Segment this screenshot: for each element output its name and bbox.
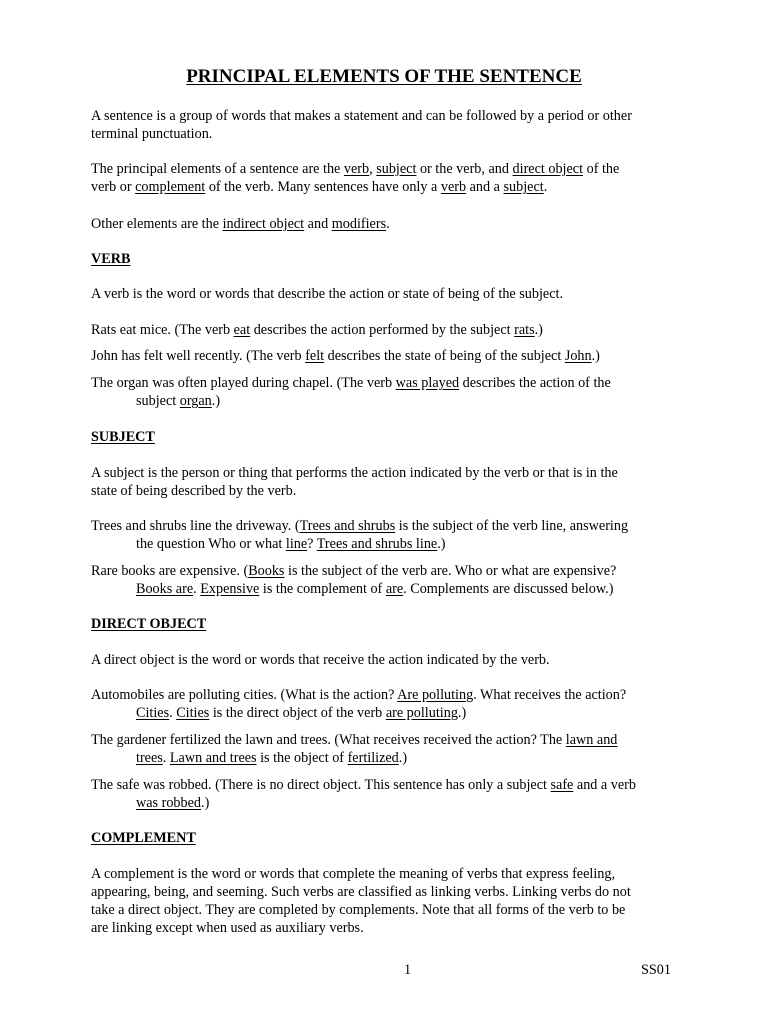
text-run: .) bbox=[398, 750, 408, 766]
text-line bbox=[91, 160, 691, 178]
text-run: appearing, being, and seeming. Such verbs are classified as linking verbs. Linking verbs do not bbox=[91, 884, 631, 900]
text-line bbox=[91, 794, 691, 812]
text-run: and a bbox=[466, 179, 504, 195]
paragraph bbox=[91, 215, 691, 233]
underlined-term: Books bbox=[248, 563, 285, 579]
paragraph bbox=[91, 865, 691, 937]
underlined-term: was played bbox=[395, 375, 460, 391]
underlined-term: verb bbox=[343, 161, 370, 177]
underlined-term: complement bbox=[135, 179, 206, 195]
text-run: Automobiles are polluting cities. (What is the action? bbox=[91, 687, 398, 703]
underlined-term: are bbox=[385, 581, 404, 597]
text-line bbox=[91, 178, 691, 196]
underlined-term: are polluting bbox=[385, 705, 458, 721]
text-run: is the complement of bbox=[259, 581, 386, 597]
text-run: A subject is the person or thing that performs the action indicated by the verb or that is in the bbox=[91, 465, 618, 481]
underlined-term: Books are bbox=[136, 581, 194, 597]
text-run: .) bbox=[457, 705, 467, 721]
text-run: .) bbox=[534, 322, 543, 338]
underlined-term: Trees and shrubs bbox=[299, 518, 396, 534]
text-run: is the object of bbox=[256, 750, 348, 766]
text-run: . bbox=[543, 179, 548, 195]
text-line bbox=[91, 215, 691, 233]
text-run: Rare books are expensive. ( bbox=[91, 563, 249, 579]
underlined-term: safe bbox=[550, 777, 574, 793]
text-run: and a verb bbox=[573, 777, 636, 793]
paragraph bbox=[91, 347, 691, 365]
text-run: The organ was often played during chapel. (The verb bbox=[91, 375, 396, 391]
underlined-term: subject bbox=[376, 161, 417, 177]
text-run: of the verb. Many sentences have only a bbox=[205, 179, 441, 195]
text-run: are linking except when used as auxiliary verbs. bbox=[91, 920, 364, 936]
text-run: Trees and shrubs line the driveway. ( bbox=[91, 518, 300, 534]
paragraph bbox=[91, 160, 691, 196]
text-run: . bbox=[193, 581, 201, 597]
text-line bbox=[91, 535, 691, 553]
text-run: A complement is the word or words that complete the meaning of verbs that express feeling, bbox=[91, 866, 616, 882]
text-line bbox=[91, 731, 691, 749]
text-line bbox=[91, 321, 691, 339]
paragraph bbox=[91, 517, 691, 553]
text-run: verb or bbox=[91, 179, 136, 195]
underlined-term: rats bbox=[514, 322, 535, 338]
paragraph bbox=[91, 776, 691, 812]
text-run: describes the action performed by the subject bbox=[250, 322, 515, 338]
text-run: A verb is the word or words that describe the action or state of being of the subject. bbox=[91, 286, 563, 302]
text-run: . bbox=[162, 750, 170, 766]
underlined-term: organ bbox=[179, 393, 212, 409]
text-run: is the direct object of the verb bbox=[209, 705, 386, 721]
text-run: A sentence is a group of words that makes a statement and can be followed by a period or other bbox=[91, 108, 632, 124]
text-line bbox=[91, 562, 691, 580]
text-run: The principal elements of a sentence are the bbox=[91, 161, 344, 177]
text-run: is the subject of the verb are. Who or what are expensive? bbox=[284, 563, 617, 579]
section-heading: SUBJECT bbox=[91, 429, 155, 445]
text-run: terminal punctuation. bbox=[91, 126, 213, 142]
underlined-term: Expensive bbox=[200, 581, 260, 597]
text-line bbox=[91, 883, 691, 901]
underlined-term: eat bbox=[233, 322, 251, 338]
text-run: .) bbox=[211, 393, 221, 409]
paragraph bbox=[91, 321, 691, 339]
page-title: PRINCIPAL ELEMENTS OF THE SENTENCE bbox=[186, 66, 582, 87]
paragraph bbox=[91, 731, 691, 767]
underlined-term: Trees and shrubs line bbox=[316, 536, 438, 552]
paragraph bbox=[91, 374, 691, 410]
underlined-term: felt bbox=[305, 348, 325, 364]
text-run: .) bbox=[591, 348, 600, 364]
text-line bbox=[91, 651, 691, 669]
text-line bbox=[91, 580, 691, 598]
text-run: take a direct object. They are completed by complements. Note that all forms of the verb to be bbox=[91, 902, 626, 918]
text-line bbox=[91, 776, 691, 794]
text-line bbox=[91, 285, 691, 303]
text-line bbox=[91, 919, 691, 937]
text-run: or the verb, and bbox=[416, 161, 513, 177]
paragraph bbox=[91, 107, 691, 143]
text-run: John has felt well recently. (The verb bbox=[91, 348, 306, 364]
text-run: . Complements are discussed below.) bbox=[403, 581, 614, 597]
paragraph bbox=[91, 562, 691, 598]
text-run: ? bbox=[307, 536, 317, 552]
paragraph bbox=[91, 651, 691, 669]
text-run: describes the action of the bbox=[459, 375, 611, 391]
text-line bbox=[91, 347, 691, 365]
text-run: . bbox=[386, 216, 390, 232]
text-line bbox=[91, 517, 691, 535]
underlined-term: John bbox=[564, 348, 592, 364]
paragraph bbox=[91, 464, 691, 500]
text-run: A direct object is the word or words that receive the action indicated by the verb. bbox=[91, 652, 550, 668]
paragraph bbox=[91, 285, 691, 303]
section-heading: VERB bbox=[91, 251, 131, 267]
text-run: Other elements are the bbox=[91, 216, 223, 232]
text-line bbox=[91, 749, 691, 767]
underlined-term: Cities bbox=[176, 705, 210, 721]
underlined-term: Lawn and trees bbox=[169, 750, 257, 766]
underlined-term: direct object bbox=[512, 161, 584, 177]
text-line bbox=[91, 374, 691, 392]
underlined-term: Are polluting bbox=[397, 687, 474, 703]
text-run: of the bbox=[583, 161, 620, 177]
underlined-term: modifiers bbox=[331, 216, 387, 232]
underlined-term: verb bbox=[440, 179, 467, 195]
underlined-term: fertilized bbox=[347, 750, 399, 766]
section-heading: COMPLEMENT bbox=[91, 830, 196, 846]
text-run: .) bbox=[201, 795, 210, 811]
text-line bbox=[91, 901, 691, 919]
text-run: subject bbox=[136, 393, 180, 409]
underlined-term: trees bbox=[136, 750, 163, 766]
underlined-term: line bbox=[285, 536, 308, 552]
document-code: SS01 bbox=[641, 962, 671, 978]
text-run: Rats eat mice. (The verb bbox=[91, 322, 234, 338]
text-line bbox=[91, 464, 691, 482]
text-run: is the subject of the verb line, answering bbox=[395, 518, 629, 534]
text-line bbox=[91, 392, 691, 410]
underlined-term: was robbed bbox=[136, 795, 202, 811]
text-line bbox=[91, 865, 691, 883]
text-line bbox=[91, 107, 691, 125]
text-run: the question Who or what bbox=[136, 536, 286, 552]
text-line bbox=[91, 686, 691, 704]
text-line bbox=[91, 704, 691, 722]
text-run: .) bbox=[437, 536, 446, 552]
text-run: and bbox=[304, 216, 332, 232]
text-run: , bbox=[369, 161, 377, 177]
text-run: . bbox=[169, 705, 177, 721]
text-line bbox=[91, 125, 691, 143]
underlined-term: subject bbox=[503, 179, 544, 195]
text-run: state of being described by the verb. bbox=[91, 483, 297, 499]
paragraph bbox=[91, 686, 691, 722]
text-run: The safe was robbed. (There is no direct object. This sentence has only a subject bbox=[91, 777, 551, 793]
underlined-term: lawn and bbox=[565, 732, 618, 748]
section-heading: DIRECT OBJECT bbox=[91, 616, 207, 632]
page-number: 1 bbox=[404, 962, 412, 978]
text-run: describes the state of being of the subject bbox=[324, 348, 565, 364]
underlined-term: Cities bbox=[136, 705, 170, 721]
text-line bbox=[91, 482, 691, 500]
text-run: The gardener fertilized the lawn and trees. (What receives received the action? The bbox=[91, 732, 566, 748]
underlined-term: indirect object bbox=[222, 216, 305, 232]
text-run: . What receives the action? bbox=[473, 687, 627, 703]
